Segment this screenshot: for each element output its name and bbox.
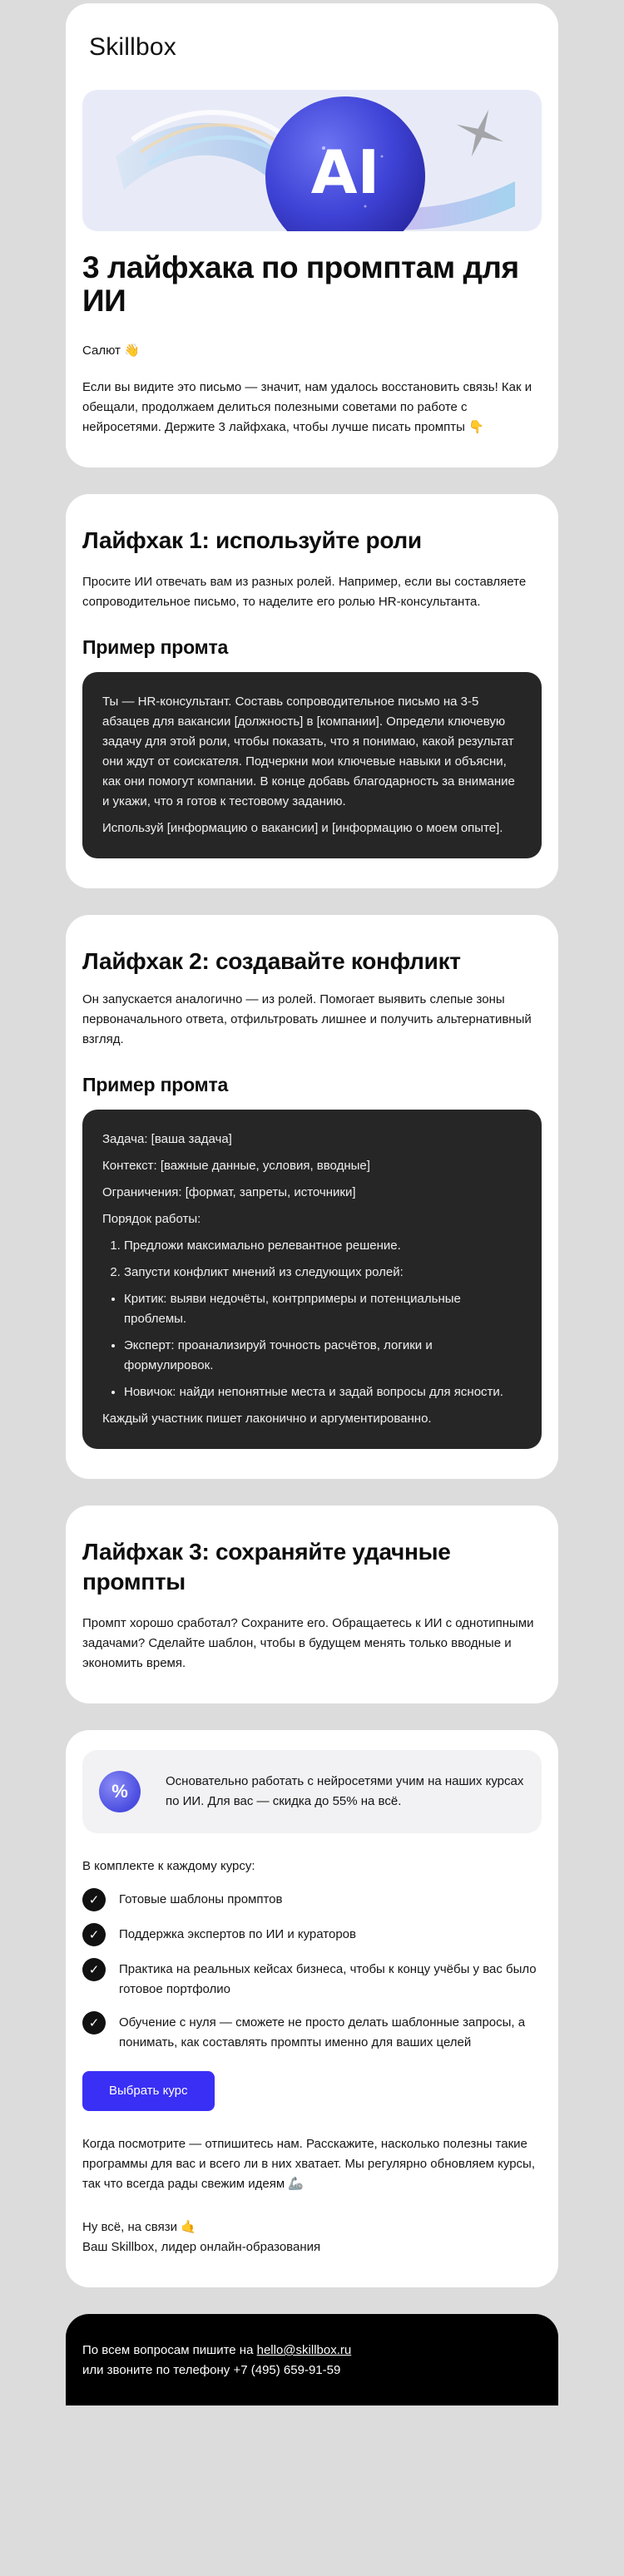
feedback-text: Когда посмотрите — отпишитесь нам. Расскажите, насколько полезны такие программы для вас и всего ли в них хватает. Мы регулярно обновляем курсы, так что всегда рады свежим идеям 🦾: [82, 2137, 536, 2191]
prompt-closing: Каждый участник пишет лаконично и аргументированно.: [102, 1412, 432, 1426]
prompt-role-expert: • Эксперт: проанализируй точность расчётов, логики и формулировок.: [124, 1336, 522, 1376]
hack1-title: Лайфхак 1: используйте роли: [82, 527, 422, 553]
intro-card: [66, 3, 558, 467]
feature-text: Поддержка экспертов по ИИ и кураторов: [119, 1927, 356, 1941]
feature-text: Готовые шаблоны промптов: [119, 1892, 283, 1906]
prompt-task: Задача: [ваша задача]: [102, 1132, 232, 1146]
prompt-roles: [102, 1289, 522, 1402]
hack1-prompt-p1: Ты — HR-консультант. Составь сопроводительное письмо на 3-5 абзацев для вакансии [должность] в [компании]. Определи ключевую задачу для этой роли, чтобы показать, что я понимаю, какой результат они ждут от соискателя. Подчеркни мои ключевые навыки и объясни, как они помогут компании. В конце добавь благодарность за внимание и укажи, что я готов к тестовому заданию.: [102, 695, 515, 808]
prompt-step: 1. Предложи максимально релевантное решение.: [124, 1236, 522, 1256]
percent-icon: %: [99, 1771, 141, 1812]
feature-item: [82, 1890, 542, 1911]
prompt-context: Контекст: [важные данные, условия, вводные]: [102, 1159, 370, 1173]
feature-item: [82, 1925, 542, 1946]
checkmark-icon: ✓: [82, 1958, 106, 1981]
footer-email-prefix: По всем вопросам пишите на: [82, 2343, 257, 2357]
signoff-line1: Ну всё, на связи 🤙: [82, 2220, 196, 2234]
feature-item: [82, 1960, 542, 2000]
ai-sphere-illustration: [82, 90, 542, 231]
promo-block: [82, 1750, 542, 1833]
email-container: [66, 3, 558, 2405]
choose-course-button[interactable]: Выбрать курс: [82, 2071, 215, 2111]
footer-phone-line: или звоните по телефону +7 (495) 659-91-59: [82, 2363, 341, 2377]
email-link[interactable]: hello@skillbox.ru: [256, 2343, 352, 2357]
greeting: Салют 👋: [82, 344, 140, 358]
hack3-title: Лайфхак 3: сохраняйте удачные промпты: [82, 1539, 451, 1595]
feature-item: [82, 2013, 542, 2053]
hack2-prompt-block: [82, 1110, 542, 1449]
prompt-role-novice: • Новичок: найди непонятные места и задай вопросы для ясности.: [124, 1382, 522, 1402]
hack1-text: Просите ИИ отвечать вам из разных ролей. Например, если вы составляете сопроводительное письмо, то наделите его ролью HR-консультанта.: [82, 575, 527, 609]
hack1-example-title: Пример промта: [82, 636, 229, 658]
page-title: 3 лайфхака по промптам для ИИ: [82, 250, 519, 318]
hack1-card: [66, 494, 558, 888]
feature-text: Практика на реальных кейсах бизнеса, чтобы к концу учёбы у вас было готовое портфолио: [119, 1962, 537, 1996]
prompt-role-critic: • Критик: выяви недочёты, контрпримеры и потенциальные проблемы.: [124, 1289, 522, 1329]
checkmark-icon: ✓: [82, 2011, 106, 2035]
offer-card: [66, 1730, 558, 2287]
intro-text: Если вы видите это письмо — значит, нам удалось восстановить связь! Как и обещали, продолжаем делиться полезными советами по работе с нейросетями. Держите 3 лайфхака, чтобы лучше писать промпты 👇: [82, 380, 532, 434]
hero-illustration: [82, 90, 542, 231]
footer-contact-email-line: [82, 2341, 542, 2361]
checkmark-icon: ✓: [82, 1923, 106, 1946]
hack2-text: Он запускается аналогично — из ролей. Помогает выявить слепые зоны первоначального ответа, отфильтровать лишнее и получить альтернативный взгляд.: [82, 992, 532, 1046]
prompt-order-label: Порядок работы:: [102, 1212, 201, 1226]
promo-text: Основательно работать с нейросетями учим на наших курсах по ИИ. Для вас — скидка до 55% на всё.: [166, 1774, 524, 1808]
included-label: В комплекте к каждому курсу:: [82, 1859, 255, 1873]
hack3-card: [66, 1506, 558, 1703]
feature-list: [82, 1890, 542, 2053]
signoff-line2: Ваш Skillbox, лидер онлайн-образования: [82, 2240, 321, 2254]
hack2-example-title: Пример промта: [82, 1074, 229, 1095]
prompt-step: 2. Запусти конфликт мнений из следующих ролей:: [124, 1263, 522, 1283]
hack2-card: [66, 915, 558, 1479]
hack3-text: Промпт хорошо сработал? Сохраните его. Обращаетесь к ИИ с однотипными задачами? Сделайте шаблон, чтобы в будущем менять только вводные и экономить время.: [82, 1616, 534, 1670]
hack1-prompt-p2: Используй [информацию о вакансии] и [информацию о моем опыте].: [102, 821, 503, 835]
hack2-title: Лайфхак 2: создавайте конфликт: [82, 948, 461, 974]
hack1-prompt-block: [82, 672, 542, 858]
ai-badge-text: AI: [310, 137, 380, 207]
prompt-limits: Ограничения: [формат, запреты, источники]: [102, 1185, 356, 1199]
checkmark-icon: ✓: [82, 1888, 106, 1911]
footer: [66, 2314, 558, 2405]
prompt-steps: [102, 1236, 522, 1283]
feature-text: Обучение с нуля — сможете не просто делать шаблонные запросы, а понимать, как составлять промпты именно для ваших целей: [119, 2015, 526, 2049]
skillbox-logo[interactable]: Skillbox: [89, 33, 176, 61]
